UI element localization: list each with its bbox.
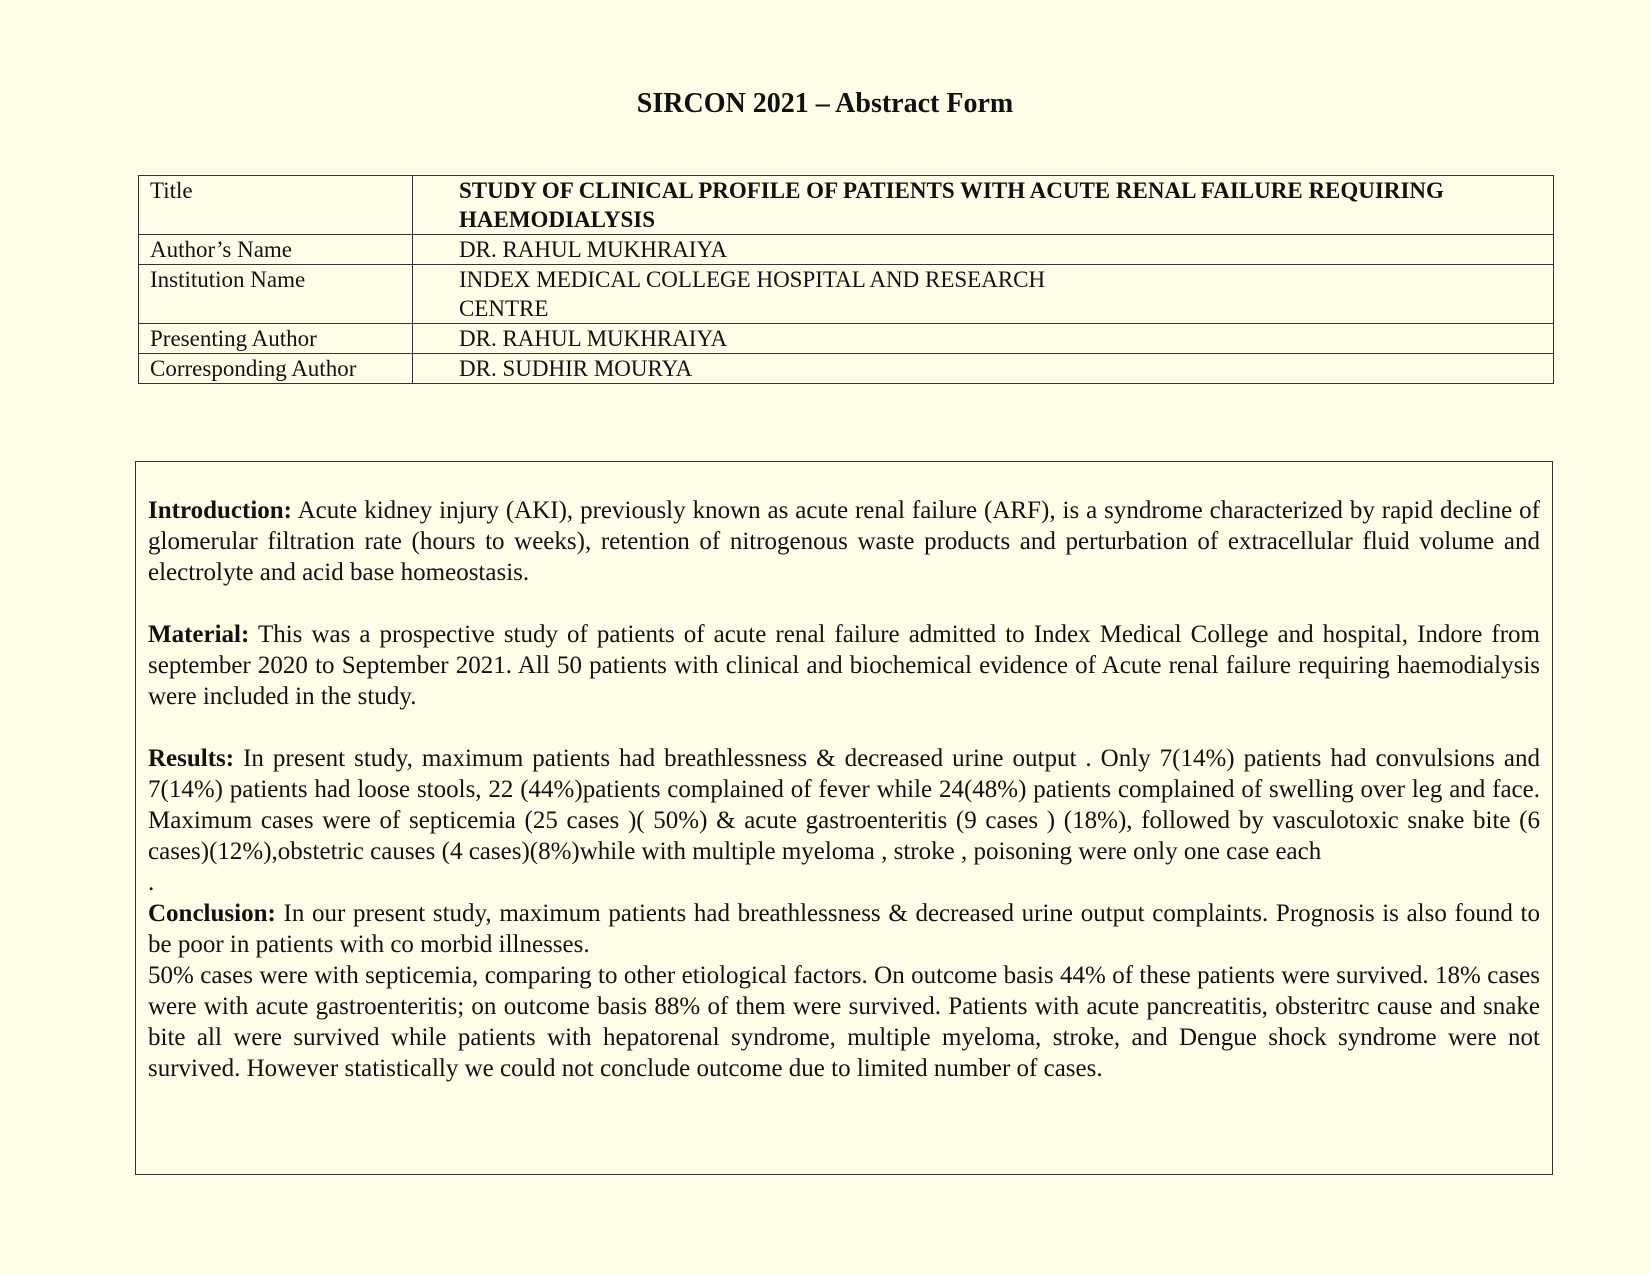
table-row: [139, 265, 1554, 324]
page-title: SIRCON 2021 – Abstract Form: [636, 88, 1014, 119]
row-value-institution: INDEX MEDICAL COLLEGE HOSPITAL AND RESEARCH CENTRE: [413, 265, 1554, 324]
introduction-text: Acute kidney injury (AKI), previously known as acute renal failure (ARF), is a syndrome characterized by rapid decline of glomerular filtration rate (hours to weeks), retention of nitrogenous waste products and perturbation of extracellular fluid volume and electrolyte and acid base homeostasis.: [148, 497, 1540, 586]
row-label-corresponding-author: Corresponding Author: [139, 354, 413, 384]
conclusion-paragraph-2: 50% cases were with septicemia, comparing to other etiological factors. On outcome basis 44% of these patients were survived. 18% cases were with acute gastroenteritis; on outcome basis 88% of them were survived. Patients with acute pancreatitis, obsteritrc cause and snake bite all were survived while patients with hepatorenal syndrome, multiple myeloma, stroke, and Dengue shock syndrome were not survived. However statistically we could not conclude outcome due to limited number of cases.: [148, 962, 1540, 1082]
row-value-presenting-author: DR. RAHUL MUKHRAIYA: [413, 324, 1554, 354]
material-text: This was a prospective study of patients of acute renal failure admitted to Index Medical College and hospital, Indore from september 2020 to September 2021. All 50 patients with clinical and biochemical evidence of Acute renal failure requiring haemodialysis were included in the study.: [148, 621, 1540, 710]
results-heading: Results:: [148, 745, 235, 772]
row-label-presenting-author: Presenting Author: [139, 324, 413, 354]
introduction-paragraph: [148, 495, 1540, 588]
table-row: [139, 176, 1554, 235]
introduction-heading: Introduction:: [148, 497, 293, 524]
table-row: [139, 235, 1554, 265]
conclusion-paragraph: [148, 898, 1540, 960]
results-text: In present study, maximum patients had breathlessness & decreased urine output . Only 7(14%) patients had convulsions and 7(14%) patients had loose stools, 22 (44%)patients complained of fever while 24(48%) patients complained of swelling over leg and face. Maximum cases were of septicemia (25 cases )( 50%) & acute gastroenteritis (9 cases ) (18%), followed by vasculotoxic snake bite (6 cases)(12%),obstetric causes (4 cases)(8%)while with multiple myeloma , stroke , poisoning were only one case each: [148, 745, 1540, 865]
results-paragraph: [148, 743, 1540, 867]
conclusion-text: In our present study, maximum patients had breathlessness & decreased urine output complaints. Prognosis is also found to be poor in patients with co morbid illnesses.: [148, 900, 1540, 958]
row-value-author-name: DR. RAHUL MUKHRAIYA: [413, 235, 1554, 265]
row-label-title: Title: [139, 176, 413, 235]
material-heading: Material:: [148, 621, 250, 648]
row-label-author-name: Author’s Name: [139, 235, 413, 265]
abstract-body: [135, 461, 1553, 1175]
results-trailing-mark: .: [148, 869, 155, 896]
table-row: [139, 354, 1554, 384]
material-paragraph: [148, 619, 1540, 712]
row-label-institution: Institution Name: [139, 265, 413, 324]
row-value-corresponding-author: DR. SUDHIR MOURYA: [413, 354, 1554, 384]
abstract-info-table: [138, 175, 1554, 384]
table-row: [139, 324, 1554, 354]
conclusion-heading: Conclusion:: [148, 900, 276, 927]
row-value-title: STUDY OF CLINICAL PROFILE OF PATIENTS WITH ACUTE RENAL FAILURE REQUIRING HAEMODIALYSIS: [413, 176, 1554, 235]
